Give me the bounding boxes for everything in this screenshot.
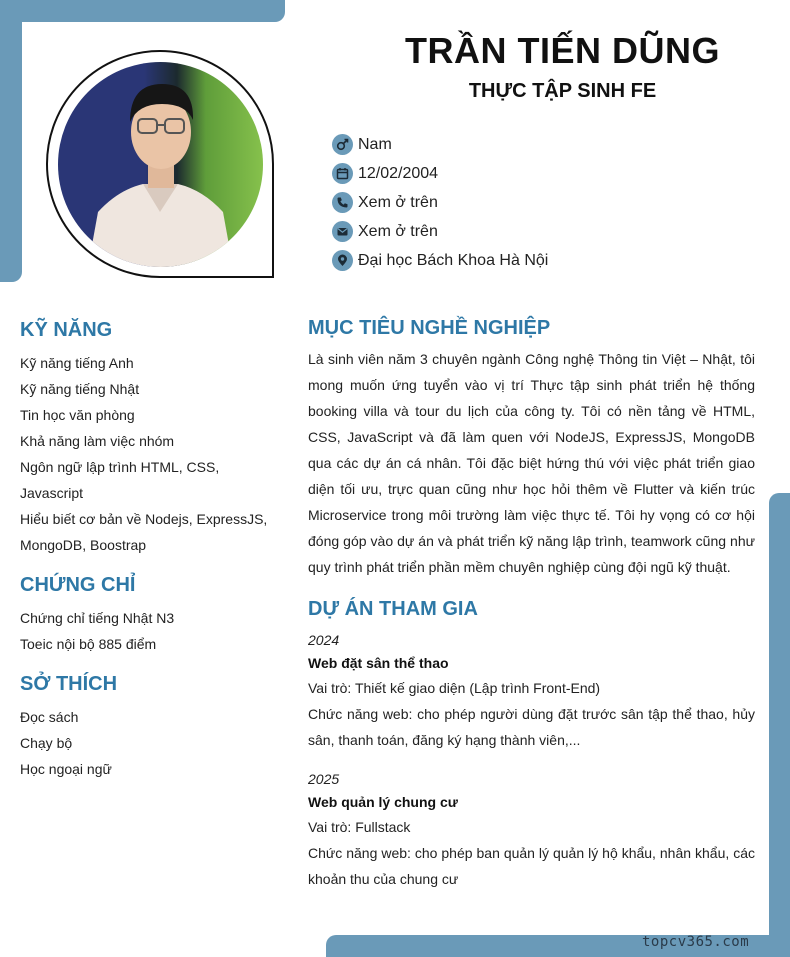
skills-heading: KỸ NĂNG — [20, 319, 113, 341]
info-address: Đại học Bách Khoa Hà Nội — [358, 251, 549, 269]
project-description: Chức năng web: cho phép người dùng đặt trước sân tập thể thao, hủy sân, thanh toán, đăng ký hạng thành viên,... — [308, 706, 755, 748]
project-year: 2024 — [308, 632, 340, 648]
objective-heading: MỤC TIÊU NGHỀ NGHIỆP — [308, 317, 551, 339]
project-role: Vai trò: Fullstack — [308, 819, 411, 835]
gender-icon — [332, 134, 353, 155]
hobby-item: Đọc sách — [20, 709, 79, 725]
hobbies-heading: SỞ THÍCH — [20, 673, 118, 695]
hobbies-list — [20, 704, 280, 782]
calendar-icon — [332, 163, 353, 184]
watermark: topcv365.com — [642, 934, 750, 950]
skill-item: Javascript — [20, 485, 84, 501]
info-row-birthdate — [332, 159, 548, 188]
info-phone: Xem ở trên — [358, 193, 438, 211]
project-description: Chức năng web: cho phép ban quản lý quản lý hộ khẩu, nhân khẩu, các khoản thu của chung cư — [308, 845, 755, 887]
skill-item: Kỹ năng tiếng Anh — [20, 355, 134, 371]
accent-bar-top — [0, 0, 285, 22]
project-name: Web đặt sân thể thao — [308, 655, 449, 671]
job-title: THỰC TẬP SINH FE — [468, 80, 657, 102]
skill-item: Hiểu biết cơ bản về Nodejs, ExpressJS, — [20, 511, 268, 527]
certificates-list — [20, 605, 280, 657]
location-icon — [332, 250, 353, 271]
certificate-item: Toeic nội bộ 885 điểm — [20, 636, 157, 652]
project-year: 2025 — [308, 771, 340, 787]
objective-text: Là sinh viên năm 3 chuyên ngành Công nghệ Thông tin Việt – Nhật, tôi mong muốn ứng tuyển vào vị trí Thực tập sinh phát triển hệ thống booking villa và tour du lịch của công ty. Tôi có nền tảng về HTML, CSS, JavaScript và đã làm quen với NodeJS, ExpressJS, MongoDB qua các dự án cá nhân. Tôi đặc biệt hứng thú với việc phát triển giao diện tối ưu, trực quan cũng như học hỏi thêm về Flutter và kiến trúc Microservice trong môi trường làm việc thực tế. Tôi hy vọng có cơ hội đóng góp vào dự án và phát triển kỹ năng lập trình, teamwork cũng như quy trình phát triển phần mềm chuyên nghiệp cùng đội ngũ kỹ thuật. — [308, 351, 755, 575]
email-icon — [332, 221, 353, 242]
certificates-heading: CHỨNG CHỈ — [20, 574, 136, 596]
accent-bar-left — [0, 0, 22, 282]
personal-info-list — [332, 130, 548, 275]
skill-item: Khả năng làm việc nhóm — [20, 433, 175, 449]
info-row-phone — [332, 188, 548, 217]
skill-item: MongoDB, Boostrap — [20, 537, 147, 553]
phone-icon — [332, 192, 353, 213]
info-row-email — [332, 217, 548, 246]
skill-item: Tin học văn phòng — [20, 407, 135, 423]
info-gender: Nam — [358, 135, 392, 153]
skills-list — [20, 350, 280, 558]
skill-item: Kỹ năng tiếng Nhật — [20, 381, 140, 397]
info-row-address — [332, 246, 548, 275]
info-row-gender — [332, 130, 548, 159]
info-birthdate: 12/02/2004 — [358, 164, 439, 182]
project-name: Web quản lý chung cư — [308, 794, 458, 810]
projects-heading: DỰ ÁN THAM GIA — [308, 598, 478, 620]
certificate-item: Chứng chỉ tiếng Nhật N3 — [20, 610, 175, 626]
skill-item: Ngôn ngữ lập trình HTML, CSS, — [20, 459, 220, 475]
hobby-item: Học ngoại ngữ — [20, 761, 112, 777]
info-email: Xem ở trên — [358, 222, 438, 240]
accent-bar-right — [769, 493, 790, 957]
project-role: Vai trò: Thiết kế giao diện (Lập trình Front-End) — [308, 680, 601, 696]
profile-photo — [58, 62, 263, 267]
candidate-name: TRẦN TIẾN DŨNG — [405, 30, 720, 71]
hobby-item: Chạy bộ — [20, 735, 73, 751]
